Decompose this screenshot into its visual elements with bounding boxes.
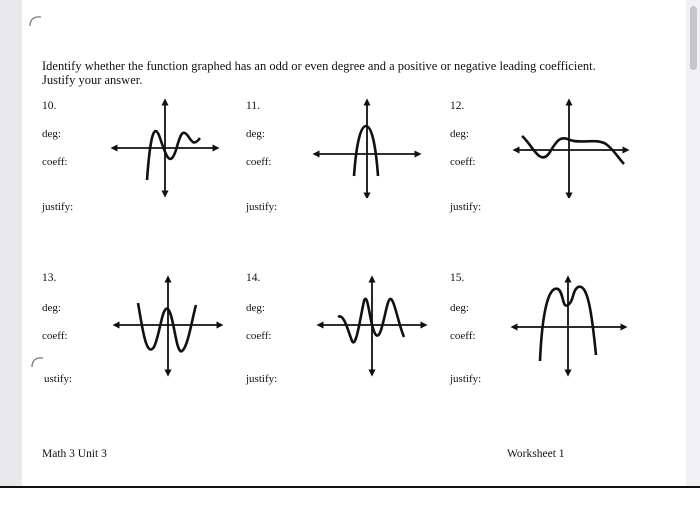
justify-label: justify: — [450, 201, 482, 213]
coeff-label: coeff: — [450, 156, 476, 168]
instructions — [42, 59, 662, 87]
footer-course: Math 3 Unit 3 — [42, 448, 107, 460]
justify-label: justify: — [246, 201, 278, 213]
polynomial-graph-15 — [510, 275, 628, 377]
justify-label: ustify: — [44, 373, 73, 385]
left-margin — [0, 0, 22, 520]
deg-label: deg: — [246, 302, 265, 314]
instructions-line-2: Justify your answer. — [42, 73, 143, 87]
footer-worksheet: Worksheet 1 — [507, 448, 565, 460]
polynomial-graph-12 — [512, 98, 630, 198]
problem-number: 14. — [246, 272, 261, 284]
deg-label: deg: — [246, 128, 265, 140]
polynomial-graph-11 — [312, 98, 422, 198]
polynomial-graph-14 — [316, 275, 428, 377]
problem-number: 11. — [246, 100, 260, 112]
problem-number: 10. — [42, 100, 57, 112]
problem-number: 12. — [450, 100, 465, 112]
scrollbar-thumb[interactable] — [690, 6, 697, 70]
problem-number: 13. — [42, 272, 57, 284]
instructions-line-1: Identify whether the function graphed has an odd or even degree and a positive or negative leading coefficient. — [42, 59, 596, 73]
polynomial-graph-13 — [112, 275, 224, 377]
page-curl-icon — [28, 14, 44, 28]
problem-number: 15. — [450, 272, 465, 284]
justify-label: justify: — [450, 373, 482, 385]
scrollbar[interactable] — [686, 0, 700, 520]
coeff-label: coeff: — [450, 330, 476, 342]
deg-label: deg: — [42, 128, 61, 140]
coeff-label: coeff: — [42, 156, 68, 168]
polynomial-graph-10 — [110, 98, 220, 198]
coeff-label: coeff: — [246, 330, 272, 342]
coeff-label: coeff: — [246, 156, 272, 168]
justify-label: justify: — [42, 201, 74, 213]
deg-label: deg: — [450, 128, 469, 140]
coeff-label: coeff: — [42, 330, 68, 342]
bottom-bar — [0, 486, 700, 520]
justify-label: justify: — [246, 373, 278, 385]
deg-label: deg: — [42, 302, 61, 314]
deg-label: deg: — [450, 302, 469, 314]
page-curl-icon — [30, 355, 46, 369]
